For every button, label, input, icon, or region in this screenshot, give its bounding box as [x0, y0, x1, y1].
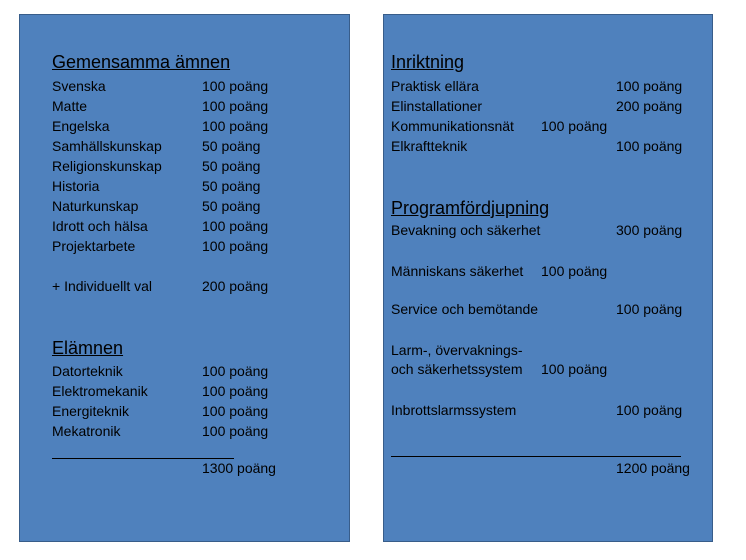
- subject-points: 100 poäng: [202, 118, 269, 134]
- subject-points: 100 poäng: [202, 383, 269, 399]
- section-title-elamnen: Elämnen: [52, 338, 124, 358]
- subject-name: Kommunikationsnät: [391, 118, 514, 134]
- subject-name: Elkraftteknik: [391, 138, 468, 154]
- subject-name: Service och bemötande: [391, 301, 539, 317]
- subject-name: Bevakning och säkerhet: [391, 222, 541, 238]
- subject-points: 100 poäng: [616, 402, 683, 418]
- right-panel: [383, 14, 713, 542]
- total-points: 1300 poäng: [202, 460, 276, 476]
- subject-points: 100 poäng: [616, 138, 683, 154]
- subject-points: 100 poäng: [541, 118, 608, 134]
- individual-choice-points: 200 poäng: [202, 278, 269, 294]
- subject-points: 100 poäng: [202, 238, 269, 254]
- sum-divider: [391, 456, 681, 457]
- subject-points: 200 poäng: [616, 98, 683, 114]
- subject-name: Energiteknik: [52, 403, 130, 419]
- section-title-inriktning: Inriktning: [391, 52, 465, 72]
- subject-name: Samhällskunskap: [52, 138, 162, 154]
- sum-divider: [52, 458, 234, 459]
- subject-name: Matte: [52, 98, 88, 114]
- subject-name: Människans säkerhet: [391, 263, 524, 279]
- subject-points: 50 poäng: [202, 158, 261, 174]
- subject-points: 100 poäng: [616, 78, 683, 94]
- subject-name: Engelska: [52, 118, 110, 134]
- subject-points: 100 poäng: [202, 403, 269, 419]
- subject-points: 100 poäng: [202, 78, 269, 94]
- subject-points: 100 poäng: [202, 423, 269, 439]
- subject-name: Naturkunskap: [52, 198, 139, 214]
- subject-name: Datorteknik: [52, 363, 123, 379]
- section-title-programfordjupning: Programfördjupning: [391, 198, 550, 218]
- subject-name: Inbrottslarmssystem: [391, 402, 517, 418]
- subject-name: Praktisk ellära: [391, 78, 479, 94]
- subject-points: 100 poäng: [541, 361, 608, 377]
- left-panel: [19, 14, 350, 542]
- subject-name: Projektarbete: [52, 238, 136, 254]
- subject-points: 100 poäng: [202, 218, 269, 234]
- subject-points: 50 poäng: [202, 198, 261, 214]
- subject-name: Svenska: [52, 78, 106, 94]
- subject-points: 100 poäng: [541, 263, 608, 279]
- subject-points: 50 poäng: [202, 138, 261, 154]
- subject-points: 300 poäng: [616, 222, 683, 238]
- subject-name: Idrott och hälsa: [52, 218, 148, 234]
- subject-points: 100 poäng: [202, 98, 269, 114]
- subject-name: Elektromekanik: [52, 383, 148, 399]
- subject-points: 100 poäng: [202, 363, 269, 379]
- subject-points: 100 poäng: [616, 301, 683, 317]
- section-title-gemensamma: Gemensamma ämnen: [52, 52, 231, 72]
- subject-name: Religionskunskap: [52, 158, 162, 174]
- subject-name: Elinstallationer: [391, 98, 483, 114]
- subject-points: 50 poäng: [202, 178, 261, 194]
- total-points: 1200 poäng: [616, 460, 690, 476]
- subject-name-line1: Larm-, övervaknings-: [391, 342, 523, 358]
- subject-name: och säkerhetssystem: [391, 361, 523, 377]
- subject-name: Historia: [52, 178, 100, 194]
- individual-choice-name: + Individuellt val: [52, 278, 153, 294]
- subject-name: Mekatronik: [52, 423, 121, 439]
